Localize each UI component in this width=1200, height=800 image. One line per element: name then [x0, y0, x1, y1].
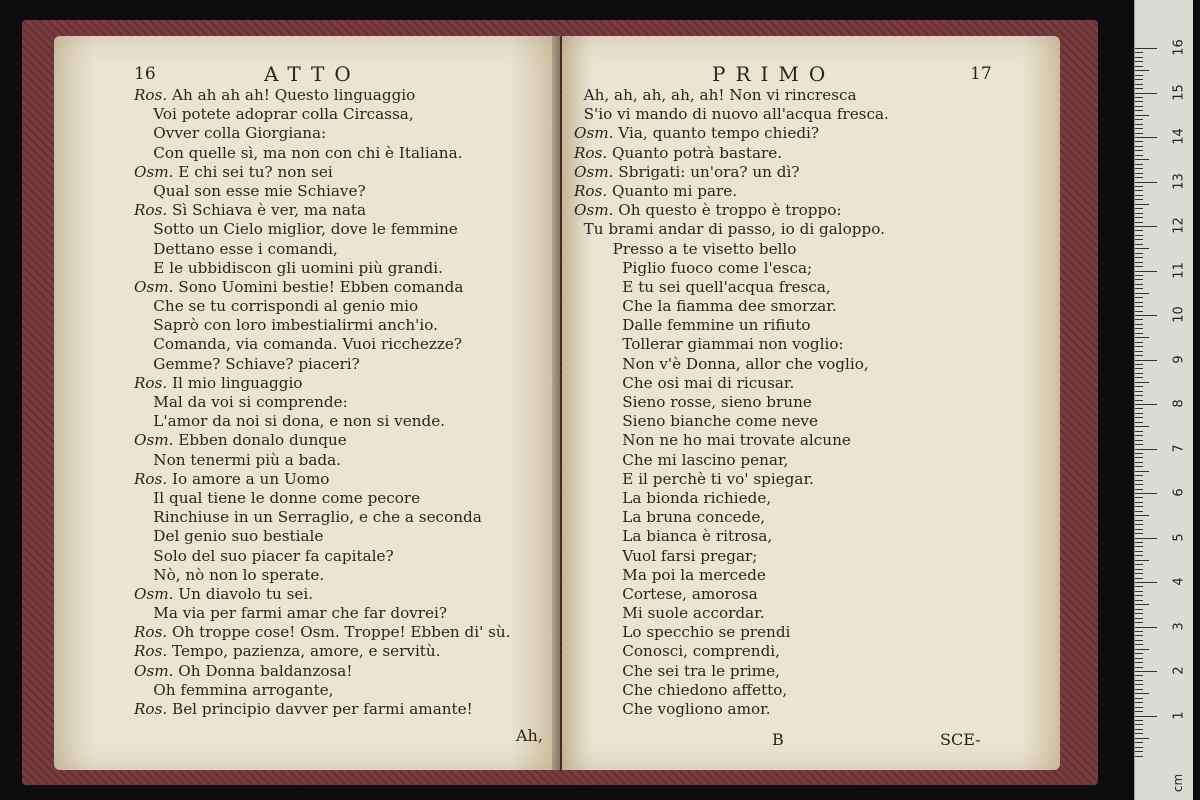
left-line: Dettano esse i comandi, — [134, 239, 338, 258]
left-line: Osm. Oh Donna baldanzosa! — [134, 661, 353, 680]
ruler-tick — [1135, 560, 1149, 561]
left-line: Ros. Io amore a un Uomo — [134, 469, 330, 488]
measurement-ruler — [1134, 0, 1193, 800]
ruler-number: 6 — [1171, 488, 1187, 497]
left-line: Ros. Il mio linguaggio — [134, 373, 303, 392]
right-line: Non v'è Donna, allor che voglio, — [574, 354, 869, 373]
ruler-tick — [1135, 337, 1149, 338]
ruler-tick — [1135, 435, 1143, 436]
right-line: Cortese, amorosa — [574, 584, 758, 603]
ruler-tick — [1135, 230, 1143, 231]
ruler-tick — [1135, 297, 1143, 298]
left-line: Osm. Un diavolo tu sei. — [134, 584, 314, 603]
ruler-tick — [1135, 373, 1143, 374]
ruler-tick — [1135, 88, 1143, 89]
ruler-tick — [1135, 729, 1143, 730]
ruler-tick — [1135, 431, 1143, 432]
ruler-tick — [1135, 57, 1143, 58]
left-line: Osm. Sono Uomini bestie! Ebben comanda — [134, 277, 464, 296]
ruler-number: 12 — [1171, 217, 1187, 234]
ruler-tick — [1135, 658, 1143, 659]
right-page-number: 17 — [970, 64, 992, 84]
left-line: Ros. Sì Schiava è ver, ma nata — [134, 201, 367, 220]
ruler-tick — [1135, 119, 1143, 120]
ruler-tick — [1135, 262, 1143, 263]
ruler-tick — [1135, 222, 1143, 223]
ruler-tick — [1135, 141, 1143, 142]
right-line: S'io vi mando di nuovo all'acqua fresca. — [574, 105, 889, 124]
left-line: Voi potete adoprar colla Circassa, — [134, 105, 414, 124]
ruler-tick — [1135, 377, 1143, 378]
left-page-header: ATTO — [264, 62, 361, 86]
right-line: Sieno bianche come neve — [574, 412, 819, 431]
ruler-tick — [1135, 271, 1157, 272]
left-line: Comanda, via comanda. Vuoi ricchezze? — [134, 335, 463, 354]
left-page-number: 16 — [134, 64, 156, 84]
ruler-tick — [1135, 627, 1157, 628]
ruler-number: 8 — [1171, 399, 1187, 408]
left-line: Osm. Ebben donalo dunque — [134, 431, 347, 450]
ruler-tick — [1135, 684, 1143, 685]
ruler-tick — [1135, 182, 1157, 183]
left-line: Oh femmina arrogante, — [134, 680, 334, 699]
ruler-tick — [1135, 653, 1143, 654]
ruler-number: 9 — [1171, 354, 1187, 364]
right-page-header: PRIMO — [712, 62, 836, 86]
ruler-tick — [1135, 506, 1143, 507]
ruler-tick — [1135, 564, 1143, 565]
ruler-tick — [1135, 631, 1143, 632]
ruler-tick — [1135, 137, 1157, 138]
ruler-tick — [1135, 667, 1143, 668]
ruler-tick — [1135, 538, 1157, 539]
ruler-tick — [1135, 497, 1143, 498]
ruler-tick — [1135, 346, 1143, 347]
ruler-number: 3 — [1171, 621, 1187, 631]
right-line: Vuol farsi pregar; — [574, 546, 758, 565]
ruler-tick — [1135, 484, 1143, 485]
right-line: La bianca è ritrosa, — [574, 527, 773, 546]
ruler-tick — [1135, 382, 1149, 383]
ruler-tick — [1135, 93, 1157, 94]
ruler-tick — [1135, 293, 1149, 294]
ruler-tick — [1135, 101, 1143, 102]
ruler-tick — [1135, 208, 1143, 209]
left-line: Rinchiuse in un Serraglio, e che a seconda — [134, 508, 482, 527]
left-line: Osm. E chi sei tu? non sei — [134, 162, 333, 181]
ruler-tick — [1135, 524, 1143, 525]
left-line: Nò, nò non lo sperate. — [134, 565, 325, 584]
ruler-tick — [1135, 738, 1149, 739]
ruler-tick — [1135, 368, 1143, 369]
ruler-tick — [1135, 302, 1143, 303]
right-page — [562, 36, 1060, 770]
ruler-tick — [1135, 342, 1143, 343]
left-line: E le ubbidiscon gli uomini più grandi. — [134, 258, 443, 277]
ruler-tick — [1135, 480, 1143, 481]
ruler-number: 13 — [1171, 172, 1187, 190]
ruler-tick — [1135, 400, 1143, 401]
right-line: Osm. Sbrigati: un'ora? un dì? — [574, 162, 800, 181]
ruler-tick — [1135, 582, 1157, 583]
ruler-tick — [1135, 333, 1143, 334]
ruler-tick — [1135, 747, 1143, 748]
ruler-tick — [1135, 449, 1157, 450]
right-line: Tu brami andar di passo, io di galoppo. — [574, 220, 885, 239]
ruler-tick — [1135, 199, 1143, 200]
right-line: Tollerar giammai non voglio: — [574, 335, 844, 354]
ruler-tick — [1135, 635, 1143, 636]
ruler-tick — [1135, 355, 1143, 356]
ruler-tick — [1135, 173, 1143, 174]
ruler-number: 15 — [1171, 83, 1187, 101]
ruler-tick — [1135, 756, 1143, 757]
left-line: Che se tu corrispondi al genio mio — [134, 297, 419, 316]
left-line: Con quelle sì, ma non con chi è Italiana. — [134, 143, 463, 162]
ruler-tick — [1135, 168, 1143, 169]
right-line: Sieno rosse, sieno brune — [574, 393, 812, 411]
ruler-tick — [1135, 600, 1143, 601]
ruler-tick — [1135, 489, 1143, 490]
ruler-tick — [1135, 395, 1143, 396]
ruler-tick — [1135, 279, 1143, 280]
right-line: Che chiedono affetto, — [574, 680, 788, 699]
ruler-tick — [1135, 698, 1143, 699]
ruler-tick — [1135, 640, 1143, 641]
ruler-tick — [1135, 555, 1143, 556]
ruler-tick — [1135, 578, 1143, 579]
ruler-tick — [1135, 440, 1143, 441]
ruler-tick — [1135, 177, 1143, 178]
ruler-tick — [1135, 386, 1143, 387]
right-line: La bionda richiede, — [574, 488, 772, 507]
ruler-number: 7 — [1171, 443, 1187, 453]
ruler-tick — [1135, 75, 1143, 76]
left-line: Qual son esse mie Schiave? — [134, 181, 366, 200]
left-line: Solo del suo piacer fa capitale? — [134, 546, 394, 565]
ruler-tick — [1135, 70, 1149, 71]
right-page-text — [574, 86, 889, 719]
ruler-number: 14 — [1171, 128, 1187, 145]
ruler-tick — [1135, 711, 1143, 712]
ruler-tick — [1135, 275, 1143, 276]
ruler-tick — [1135, 217, 1143, 218]
ruler-tick — [1135, 413, 1143, 414]
ruler-tick — [1135, 720, 1143, 721]
ruler-tick — [1135, 662, 1143, 663]
ruler-tick — [1135, 408, 1143, 409]
ruler-number: 10 — [1171, 306, 1187, 323]
right-line: Che sei tra le prime, — [574, 661, 780, 680]
ruler-tick — [1135, 649, 1149, 650]
ruler-tick — [1135, 675, 1143, 676]
ruler-tick — [1135, 404, 1157, 405]
left-line: Ma via per farmi amar che far dovrei? — [134, 604, 448, 623]
ruler-tick — [1135, 520, 1143, 521]
ruler-number: 1 — [1171, 710, 1187, 720]
ruler-tick — [1135, 235, 1143, 236]
ruler-number: 2 — [1171, 666, 1187, 675]
right-line: Che vogliono amor. — [574, 700, 771, 718]
ruler-tick — [1135, 702, 1143, 703]
ruler-tick — [1135, 106, 1143, 107]
ruler-tick — [1135, 266, 1143, 267]
ruler-tick — [1135, 693, 1149, 694]
ruler-tick — [1135, 52, 1143, 53]
ruler-tick — [1135, 426, 1149, 427]
right-line: Che osi mai di ricusar. — [574, 373, 795, 392]
ruler-tick — [1135, 319, 1143, 320]
ruler-tick — [1135, 110, 1143, 111]
ruler-tick — [1135, 417, 1143, 418]
left-line: Saprò con loro imbestialirmi anch'io. — [134, 316, 438, 335]
ruler-tick — [1135, 457, 1143, 458]
left-page-text — [134, 86, 511, 719]
ruler-tick — [1135, 150, 1143, 151]
ruler-tick — [1135, 733, 1143, 734]
right-line: Ros. Quanto potrà bastare. — [574, 143, 783, 162]
left-line: Ros. Tempo, pazienza, amore, e servitù. — [134, 642, 441, 661]
ruler-tick — [1135, 195, 1143, 196]
ruler-tick — [1135, 466, 1143, 467]
ruler-tick — [1135, 475, 1143, 476]
ruler-tick — [1135, 462, 1143, 463]
ruler-tick — [1135, 604, 1149, 605]
book-spread — [22, 20, 1098, 785]
ruler-tick — [1135, 444, 1143, 445]
ruler-tick — [1135, 84, 1143, 85]
ruler-number: 11 — [1171, 261, 1187, 279]
ruler-tick — [1135, 622, 1143, 623]
ruler-tick — [1135, 239, 1143, 240]
ruler-number: 4 — [1171, 577, 1187, 586]
ruler-tick — [1135, 595, 1143, 596]
right-line: Che la fiamma dee smorzar. — [574, 297, 837, 316]
signature-mark: B — [772, 730, 784, 749]
right-line: Ros. Quanto mi pare. — [574, 181, 738, 200]
left-line: Gemme? Schiave? piaceri? — [134, 354, 360, 373]
ruler-tick — [1135, 164, 1143, 165]
ruler-tick — [1135, 551, 1143, 552]
ruler-tick — [1135, 328, 1143, 329]
ruler-tick — [1135, 306, 1143, 307]
ruler-tick — [1135, 586, 1143, 587]
ruler-tick — [1135, 364, 1143, 365]
right-catchword: SCE- — [940, 730, 981, 749]
ruler-tick — [1135, 66, 1143, 67]
left-catchword: Ah, — [516, 726, 543, 745]
right-line: Non ne ho mai trovate alcune — [574, 431, 851, 450]
right-line: Conosci, comprendi, — [574, 642, 780, 661]
right-line: Osm. Oh questo è troppo è troppo: — [574, 201, 842, 220]
ruler-tick — [1135, 133, 1143, 134]
ruler-tick — [1135, 248, 1149, 249]
ruler-tick — [1135, 618, 1143, 619]
ruler-tick — [1135, 644, 1143, 645]
ruler-tick — [1135, 288, 1143, 289]
left-line: Ros. Bel principio davver per farmi amante! — [134, 700, 473, 718]
ruler-tick — [1135, 253, 1143, 254]
ruler-tick — [1135, 311, 1143, 312]
ruler-tick — [1135, 257, 1143, 258]
right-line: E il perchè ti vo' spiegar. — [574, 469, 814, 488]
left-line: Ovver colla Giorgiana: — [134, 124, 327, 143]
left-line: Il qual tiene le donne come pecore — [134, 488, 421, 507]
left-line: L'amor da noi si dona, e non si vende. — [134, 412, 446, 431]
ruler-tick — [1135, 542, 1143, 543]
ruler-unit-label: cm — [1171, 773, 1186, 793]
right-line: La bruna concede, — [574, 508, 766, 527]
left-line: Del genio suo bestiale — [134, 527, 324, 546]
ruler-number: 5 — [1171, 532, 1187, 542]
right-line: Mi suole accordar. — [574, 604, 765, 623]
right-line: Ma poi la mercede — [574, 565, 766, 584]
right-line: Presso a te visetto bello — [574, 239, 797, 258]
ruler-tick — [1135, 351, 1143, 352]
ruler-tick — [1135, 546, 1143, 547]
left-line: Mal da voi si comprende: — [134, 393, 348, 411]
ruler-tick — [1135, 671, 1157, 672]
ruler-tick — [1135, 471, 1149, 472]
ruler-tick — [1135, 190, 1143, 191]
ruler-tick — [1135, 502, 1143, 503]
ruler-tick — [1135, 689, 1143, 690]
right-line: Ah, ah, ah, ah, ah! Non vi rincresca — [574, 86, 857, 104]
ruler-tick — [1135, 591, 1143, 592]
ruler-tick — [1135, 159, 1149, 160]
ruler-number: 16 — [1171, 39, 1187, 56]
left-page — [54, 36, 560, 770]
ruler-tick — [1135, 609, 1143, 610]
ruler-tick — [1135, 204, 1149, 205]
ruler-tick — [1135, 391, 1143, 392]
left-line: Ros. Oh troppe cose! Osm. Troppe! Ebben di' sù. — [134, 623, 511, 642]
ruler-tick — [1135, 511, 1143, 512]
ruler-tick — [1135, 529, 1143, 530]
ruler-tick — [1135, 226, 1157, 227]
ruler-tick — [1135, 422, 1143, 423]
ruler-tick — [1135, 128, 1143, 129]
ruler-tick — [1135, 61, 1143, 62]
ruler-tick — [1135, 79, 1143, 80]
ruler-tick — [1135, 707, 1143, 708]
ruler-tick — [1135, 515, 1149, 516]
right-line: E tu sei quell'acqua fresca, — [574, 277, 831, 296]
right-line: Osm. Via, quanto tempo chiedi? — [574, 124, 820, 143]
ruler-tick — [1135, 213, 1143, 214]
ruler-tick — [1135, 613, 1143, 614]
ruler-tick — [1135, 573, 1143, 574]
ruler-tick — [1135, 244, 1143, 245]
ruler-tick — [1135, 716, 1157, 717]
ruler-tick — [1135, 360, 1157, 361]
ruler-tick — [1135, 453, 1143, 454]
right-line: Dalle femmine un rifiuto — [574, 316, 811, 335]
right-line: Piglio fuoco come l'esca; — [574, 258, 813, 277]
ruler-tick — [1135, 315, 1157, 316]
ruler-tick — [1135, 146, 1143, 147]
left-line: Sotto un Cielo miglior, dove le femmine — [134, 220, 458, 239]
ruler-tick — [1135, 115, 1149, 116]
ruler-tick — [1135, 724, 1143, 725]
ruler-tick — [1135, 680, 1143, 681]
left-line: Non tenermi più a bada. — [134, 450, 342, 469]
ruler-tick — [1135, 155, 1143, 156]
ruler-tick — [1135, 533, 1143, 534]
ruler-tick — [1135, 751, 1143, 752]
right-line: Lo specchio se prendi — [574, 623, 791, 642]
left-line: Ros. Ah ah ah ah! Questo linguaggio — [134, 86, 416, 104]
ruler-tick — [1135, 324, 1143, 325]
ruler-tick — [1135, 493, 1157, 494]
right-line: Che mi lascino penar, — [574, 450, 789, 469]
ruler-tick — [1135, 742, 1143, 743]
ruler-tick — [1135, 284, 1143, 285]
ruler-tick — [1135, 48, 1157, 49]
ruler-tick — [1135, 124, 1143, 125]
ruler-tick — [1135, 186, 1143, 187]
ruler-tick — [1135, 97, 1143, 98]
ruler-tick — [1135, 569, 1143, 570]
